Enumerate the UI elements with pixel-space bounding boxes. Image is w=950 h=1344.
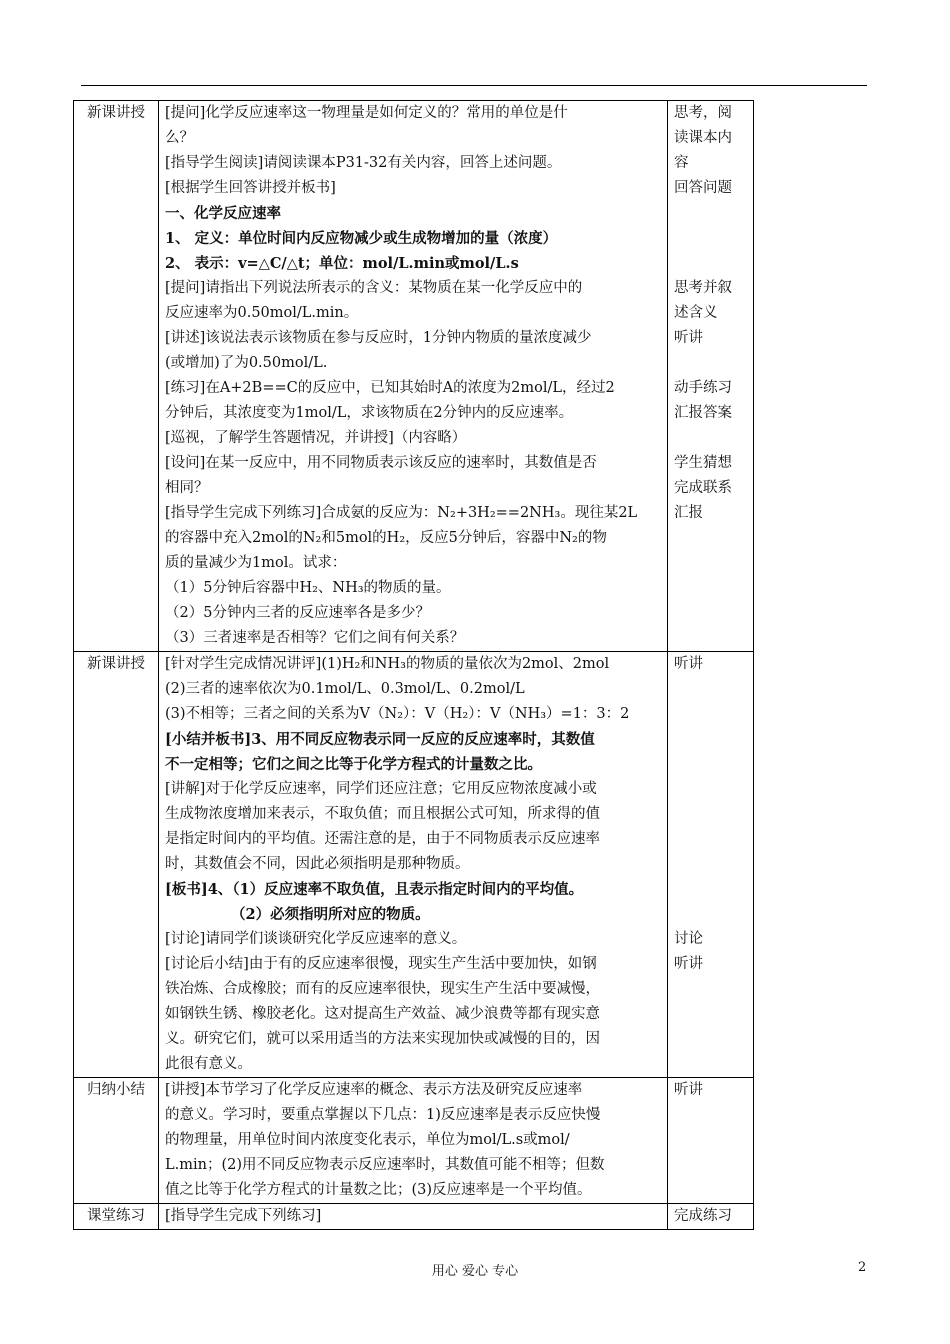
text-line: 义。研究它们，就可以采用适当的方法来实现加快或减慢的目的，因 [165, 1031, 600, 1047]
text-line: 容 [674, 155, 689, 171]
text-line: 听讲 [674, 330, 703, 346]
definition-line: 1、 定义：单位时间内反应物减少或生成物增加的量（浓度） [165, 230, 558, 247]
student-activity-cell [668, 652, 754, 1078]
student-activity-cell [668, 1204, 754, 1230]
text-line [674, 201, 747, 226]
text-line: 汇报答案 [674, 405, 732, 421]
text-line: 此很有意义。 [165, 1056, 252, 1072]
text-line: 述含义 [674, 305, 718, 321]
text-line: 回答问题 [674, 180, 732, 196]
text-line: [根据学生回答讲授并板书] [165, 180, 336, 196]
text-line: [讲授]本节学习了化学反应速率的概念、表示方法及研究反应速率 [165, 1082, 583, 1098]
text-line: 讨论 [674, 931, 703, 947]
text-line: 反应速率为0.50mol/L.min。 [165, 305, 359, 321]
text-line: （2）5分钟内三者的反应速率各是多少？ [165, 605, 430, 621]
text-line [674, 351, 747, 376]
text-line [674, 727, 747, 752]
text-line [674, 852, 747, 877]
text-line: （1）5分钟后容器中H₂、NH₃的物质的量。 [165, 580, 451, 596]
formula-line: 2、 表示：v=△C/△t；单位：mol/L.min或mol/L.s [165, 255, 519, 272]
text-line [674, 677, 747, 702]
text-line: [指导学生完成下列练习] [165, 1208, 322, 1224]
student-activity-cell [668, 101, 754, 652]
text-line: [巡视，了解学生答题情况，并讲授]（内容略） [165, 430, 467, 446]
text-line [674, 777, 747, 802]
text-line: [练习]在A+2B==C的反应中，已知其始时A的浓度为2mol/L，经过2 [165, 380, 615, 396]
text-line: 的意义。学习时，要重点掌握以下几点：1)反应速率是表示反应快慢 [165, 1107, 601, 1123]
text-line [674, 752, 747, 777]
text-line: （3）三者速率是否相等？它们之间有何关系？ [165, 630, 465, 646]
summary-line: [小结并板书]3、用不同反应物表示同一反应的反应速率时，其数值 [165, 731, 595, 748]
text-line: 质的量减少为1mol。试求： [165, 555, 347, 571]
text-line: 分钟后，其浓度变为1mol/L，求该物质在2分钟内的反应速率。 [165, 405, 574, 421]
text-line: 听讲 [674, 956, 703, 972]
teacher-activity-cell [159, 652, 668, 1078]
text-line: [设问]在某一反应中，用不同物质表示该反应的速率时，其数值是否 [165, 455, 597, 471]
text-line [674, 902, 747, 927]
teacher-activity-cell [159, 1078, 668, 1204]
page-number: 2 [858, 1260, 867, 1275]
text-line: [讲解]对于化学反应速率，同学们还应注意；它用反应物浓度减小或 [165, 781, 597, 797]
text-line: (或增加)了为0.50mol/L. [165, 355, 328, 371]
teacher-activity-cell [159, 101, 668, 652]
text-line: 读课本内 [674, 130, 732, 146]
text-line [674, 802, 747, 827]
text-line: 汇报 [674, 505, 703, 521]
text-line: 思考并叙 [674, 280, 732, 296]
text-line [674, 702, 747, 727]
text-line: [针对学生完成情况讲评](1)H₂和NH₃的物质的量依次为2mol、2mol [165, 656, 610, 672]
text-line: 的容器中充入2mol的N₂和5mol的H₂，反应5分钟后，容器中N₂的物 [165, 530, 607, 546]
text-line: L.min；(2)用不同反应物表示反应速率时，其数值可能不相等；但数 [165, 1157, 605, 1173]
text-line [674, 426, 747, 451]
teacher-activity-cell [159, 1204, 668, 1230]
header-rule [81, 85, 867, 86]
text-line: 么？ [165, 130, 194, 146]
stage-cell: 归纳小结 [74, 1078, 159, 1204]
text-line: 思考，阅 [674, 105, 732, 121]
text-line [674, 827, 747, 852]
text-line [674, 226, 747, 251]
student-activity-cell [668, 1078, 754, 1204]
text-line: 听讲 [674, 1082, 703, 1098]
text-line: 的物理量，用单位时间内浓度变化表示，单位为mol/L.s或mol/ [165, 1132, 570, 1148]
lesson-plan-table [73, 100, 754, 1230]
text-line: [讲述]该说法表示该物质在参与反应时，1分钟内物质的量浓度减少 [165, 330, 592, 346]
text-line: [提问]化学反应速率这一物理量是如何定义的？常用的单位是什 [165, 105, 568, 121]
summary-line: 不一定相等；它们之间之比等于化学方程式的计量数之比。 [165, 756, 542, 773]
text-line: 动手练习 [674, 380, 732, 396]
text-line: 是指定时间内的平均值。还需注意的是，由于不同物质表示反应速率 [165, 831, 600, 847]
text-line: [讨论]请同学们谈谈研究化学反应速率的意义。 [165, 931, 467, 947]
text-line: 听讲 [674, 656, 703, 672]
text-line: 相同？ [165, 480, 209, 496]
text-line: 生成物浓度增加来表示，不取负值；而且根据公式可知，所求得的值 [165, 806, 600, 822]
stage-cell: 课堂练习 [74, 1204, 159, 1230]
text-line: [指导学生完成下列练习]合成氨的反应为：N₂+3H₂==2NH₃。现往某2L [165, 505, 638, 521]
board-note-line: （2）必须指明所对应的物质。 [231, 906, 430, 923]
page-footer: 用心 爱心 专心 [431, 1264, 519, 1279]
text-line: [讨论后小结]由于有的反应速率很慢，现实生产生活中要加快，如钢 [165, 956, 597, 972]
board-note-line: [板书]4、（1）反应速率不取负值，且表示指定时间内的平均值。 [165, 881, 584, 898]
text-line: 值之比等于化学方程式的计量数之比；(3)反应速率是一个平均值。 [165, 1182, 592, 1198]
text-line [674, 877, 747, 902]
text-line: 完成练习 [674, 1208, 732, 1224]
text-line: (2)三者的速率依次为0.1mol/L、0.3mol/L、0.2mol/L [165, 681, 525, 697]
table-row [74, 652, 754, 1078]
text-line [674, 251, 747, 276]
text-line: [提问]请指出下列说法所表示的含义：某物质在某一化学反应中的 [165, 280, 583, 296]
table-row [74, 101, 754, 652]
section-heading: 一、化学反应速率 [165, 205, 281, 222]
text-line: 学生猜想 [674, 455, 732, 471]
text-line: 铁冶炼、合成橡胶；而有的反应速率很快，现实生产生活中要减慢， [165, 981, 600, 997]
stage-cell: 新课讲授 [74, 101, 159, 652]
stage-cell: 新课讲授 [74, 652, 159, 1078]
text-line: 完成联系 [674, 480, 732, 496]
text-line: (3)不相等；三者之间的关系为V（N₂）：V（H₂）：V（NH₃）=1：3：2 [165, 706, 630, 722]
text-line: 时，其数值会不同，因此必须指明是那种物质。 [165, 856, 470, 872]
text-line: [指导学生阅读]请阅读课本P31-32有关内容，回答上述问题。 [165, 155, 562, 171]
table-row [74, 1204, 754, 1230]
table-row [74, 1078, 754, 1204]
text-line: 如钢铁生锈、橡胶老化。这对提高生产效益、减少浪费等都有现实意 [165, 1006, 600, 1022]
